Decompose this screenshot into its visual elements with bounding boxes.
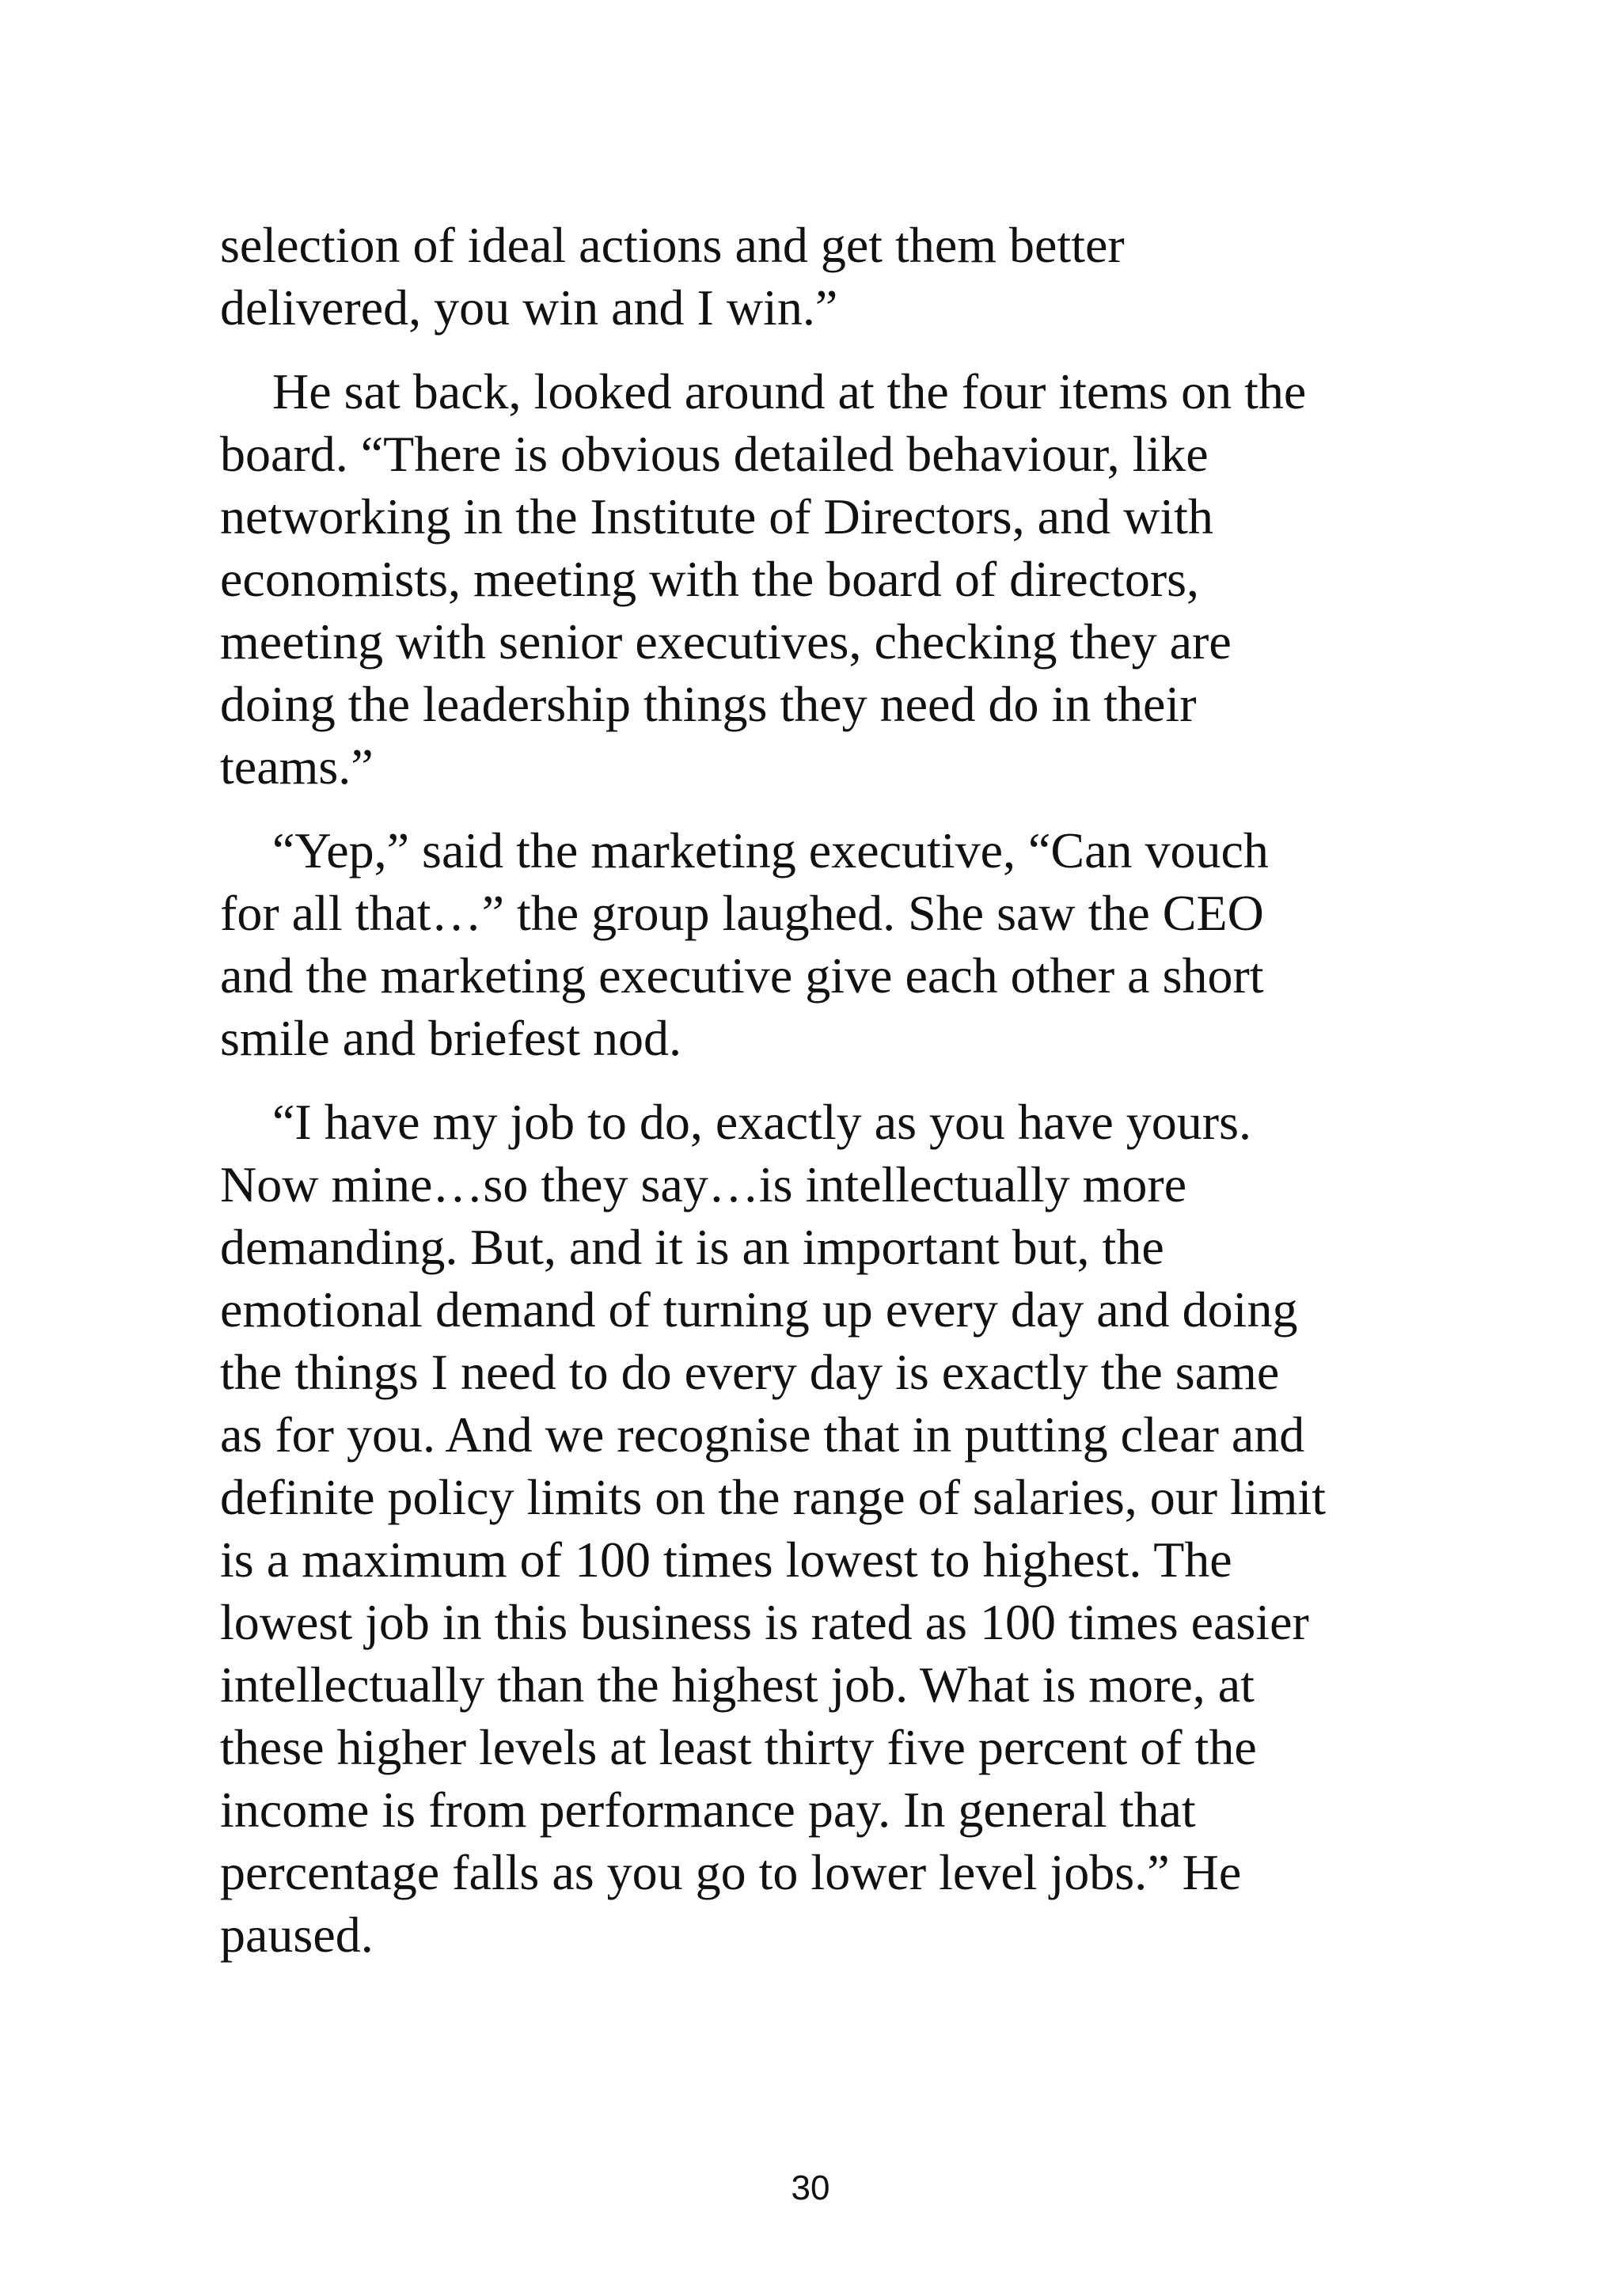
text-line: and the marketing executive give each other a short xyxy=(220,947,1264,1004)
text-line: delivered, you win and I win.” xyxy=(220,279,838,336)
text-line: definite policy limits on the range of salaries, our limit xyxy=(220,1469,1326,1525)
text-line: these higher levels at least thirty five percent of the xyxy=(220,1719,1257,1775)
paragraph-2 xyxy=(220,360,1423,798)
text-line: economists, meeting with the board of directors, xyxy=(220,551,1200,607)
text-line: He sat back, looked around at the four items on the xyxy=(272,363,1307,419)
text-line: as for you. And we recognise that in putting clear and xyxy=(220,1406,1305,1463)
text-line: the things I need to do every day is exactly the same xyxy=(220,1344,1280,1400)
page-number: 30 xyxy=(791,2169,830,2207)
text-line: lowest job in this business is rated as 100 times easier xyxy=(220,1594,1309,1650)
text-line: Now mine…so they say…is intellectually more xyxy=(220,1156,1187,1213)
text-line: doing the leadership things they need do in their xyxy=(220,676,1197,732)
text-line: for all that…” the group laughed. She saw the CEO xyxy=(220,885,1264,941)
text-line: emotional demand of turning up every day and doing xyxy=(220,1281,1298,1338)
text-line: smile and briefest nod. xyxy=(220,1010,681,1066)
text-line: selection of ideal actions and get them better xyxy=(220,217,1125,273)
text-line: intellectually than the highest job. What is more, at xyxy=(220,1657,1255,1713)
text-line: board. “There is obvious detailed behaviour, like xyxy=(220,426,1209,482)
text-line: networking in the Institute of Directors, and with xyxy=(220,488,1213,545)
body-text xyxy=(220,214,1423,1966)
paragraph-1 xyxy=(220,214,1423,339)
paragraph-4 xyxy=(220,1091,1423,1966)
text-line: paused. xyxy=(220,1907,374,1963)
text-line: percentage falls as you go to lower level jobs.” He xyxy=(220,1844,1242,1900)
text-line: income is from performance pay. In general that xyxy=(220,1782,1196,1838)
text-line: meeting with senior executives, checking they are xyxy=(220,613,1232,670)
text-line: teams.” xyxy=(220,738,374,795)
text-line: “I have my job to do, exactly as you have yours. xyxy=(272,1094,1251,1150)
text-line: demanding. But, and it is an important but, the xyxy=(220,1219,1164,1275)
paragraph-3 xyxy=(220,819,1423,1069)
text-line: is a maximum of 100 times lowest to highest. The xyxy=(220,1531,1232,1588)
text-line: “Yep,” said the marketing executive, “Can vouch xyxy=(272,822,1269,879)
